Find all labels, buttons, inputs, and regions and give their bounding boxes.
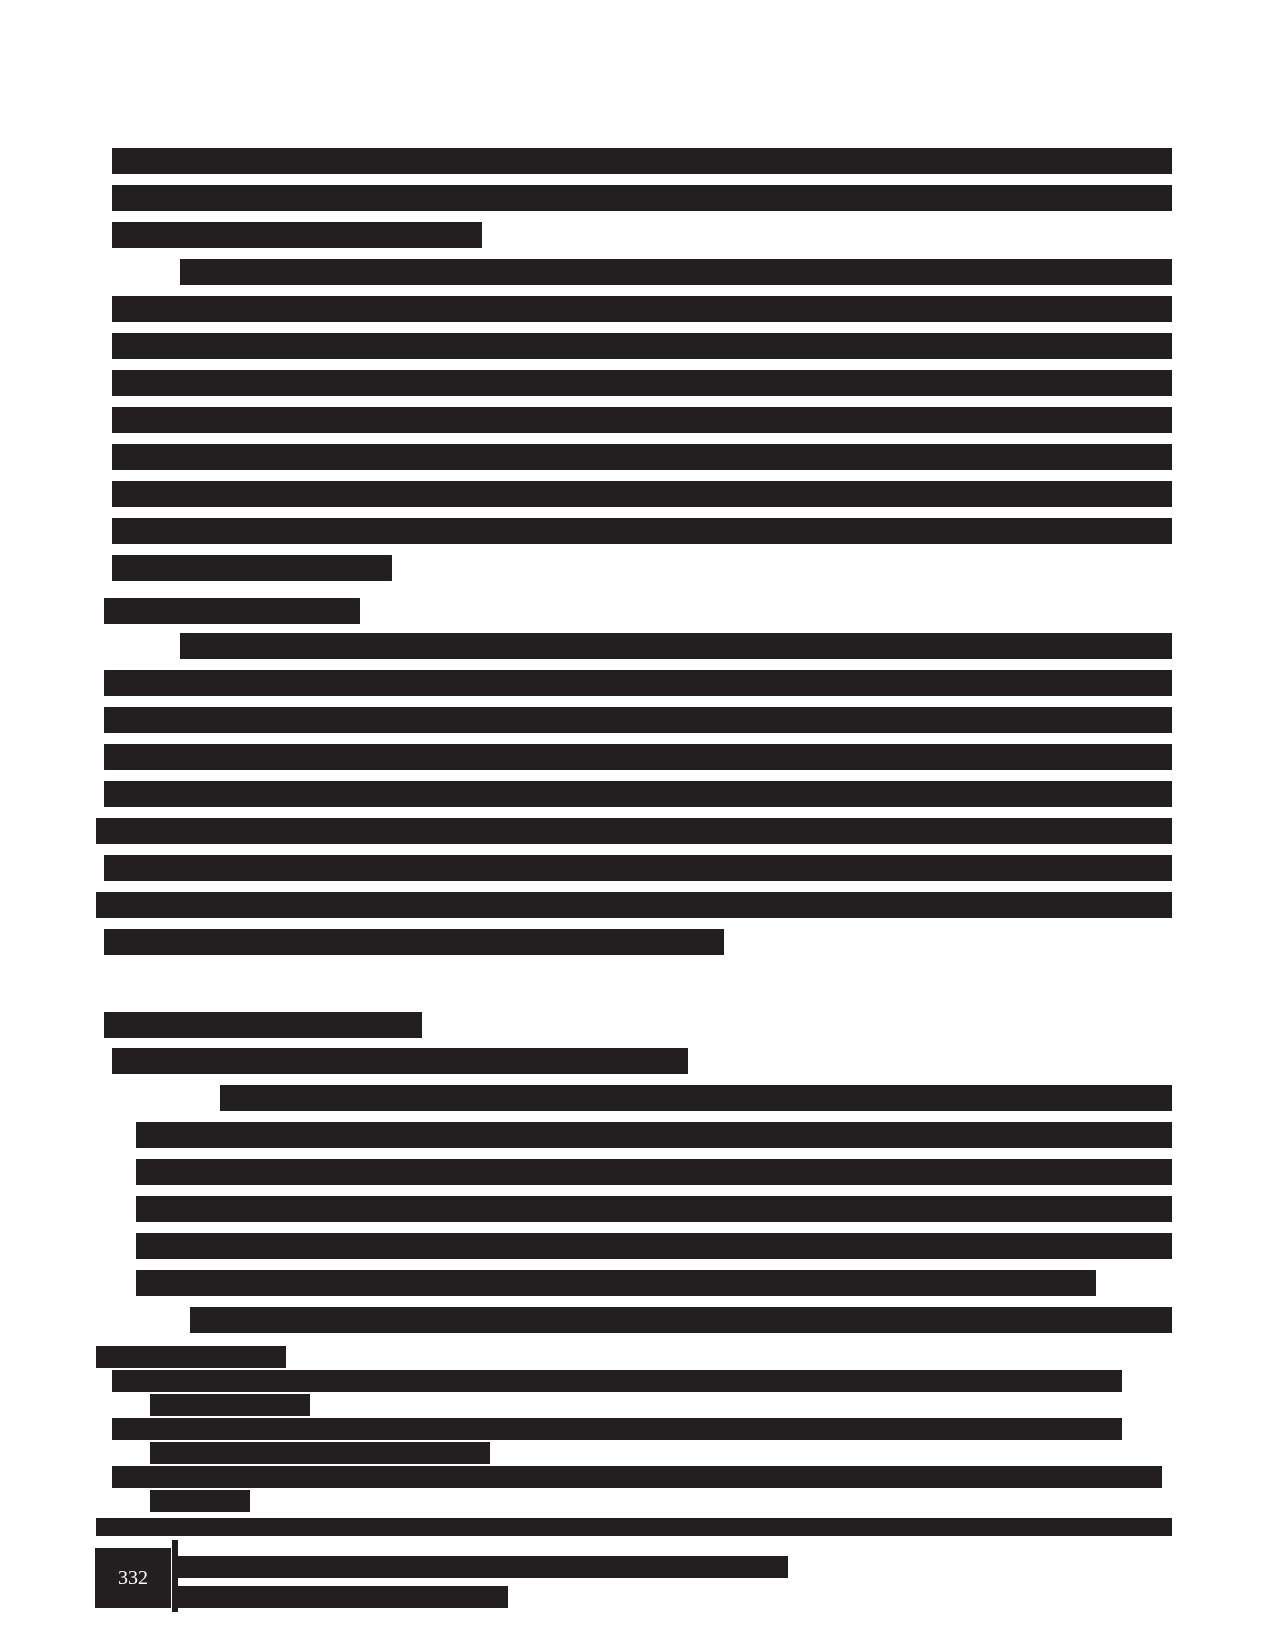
redacted-text-line xyxy=(112,481,1172,507)
redacted-text-line xyxy=(112,555,392,581)
redacted-text-line xyxy=(136,1270,1096,1296)
redacted-text-line xyxy=(112,222,482,248)
redacted-footnote-line xyxy=(112,1370,1122,1392)
redacted-footer-line xyxy=(178,1586,508,1608)
redacted-footnote-line xyxy=(112,1418,1122,1440)
redacted-text-line xyxy=(112,296,1172,322)
redacted-text-line xyxy=(136,1233,1172,1259)
redacted-text-line xyxy=(180,259,1172,285)
redacted-text-line xyxy=(104,781,1172,807)
redacted-text-line xyxy=(136,1122,1172,1148)
redacted-text-line xyxy=(104,707,1172,733)
redacted-text-line xyxy=(104,744,1172,770)
redacted-footnote-line xyxy=(112,1466,1162,1488)
redacted-text-line xyxy=(104,929,724,955)
redacted-text-line xyxy=(112,148,1172,174)
redacted-text-line xyxy=(96,892,1172,918)
redacted-text-line xyxy=(112,185,1172,211)
redacted-footnote-line xyxy=(150,1442,490,1464)
footer-rule xyxy=(96,1518,1172,1536)
redacted-footnote-line xyxy=(96,1346,286,1368)
redacted-text-line xyxy=(136,1159,1172,1185)
footer-divider xyxy=(172,1540,178,1612)
redacted-text-line xyxy=(112,407,1172,433)
redacted-text-line xyxy=(180,633,1172,659)
redacted-text-line xyxy=(220,1085,1172,1111)
redacted-text-line xyxy=(96,818,1172,844)
redacted-text-line xyxy=(104,855,1172,881)
redacted-footnote-line xyxy=(150,1394,310,1416)
redacted-text-line xyxy=(112,370,1172,396)
redacted-heading xyxy=(104,1012,422,1038)
redacted-text-line xyxy=(136,1196,1172,1222)
page-number: 332 xyxy=(95,1548,171,1608)
redacted-heading xyxy=(112,1048,688,1074)
redacted-text-line xyxy=(112,444,1172,470)
redacted-footer-line xyxy=(178,1556,788,1578)
redacted-text-line xyxy=(112,518,1172,544)
redacted-text-line xyxy=(104,670,1172,696)
redacted-text-line xyxy=(190,1307,1172,1333)
redacted-heading xyxy=(104,598,360,624)
redacted-footnote-line xyxy=(150,1490,250,1512)
redacted-text-line xyxy=(112,333,1172,359)
